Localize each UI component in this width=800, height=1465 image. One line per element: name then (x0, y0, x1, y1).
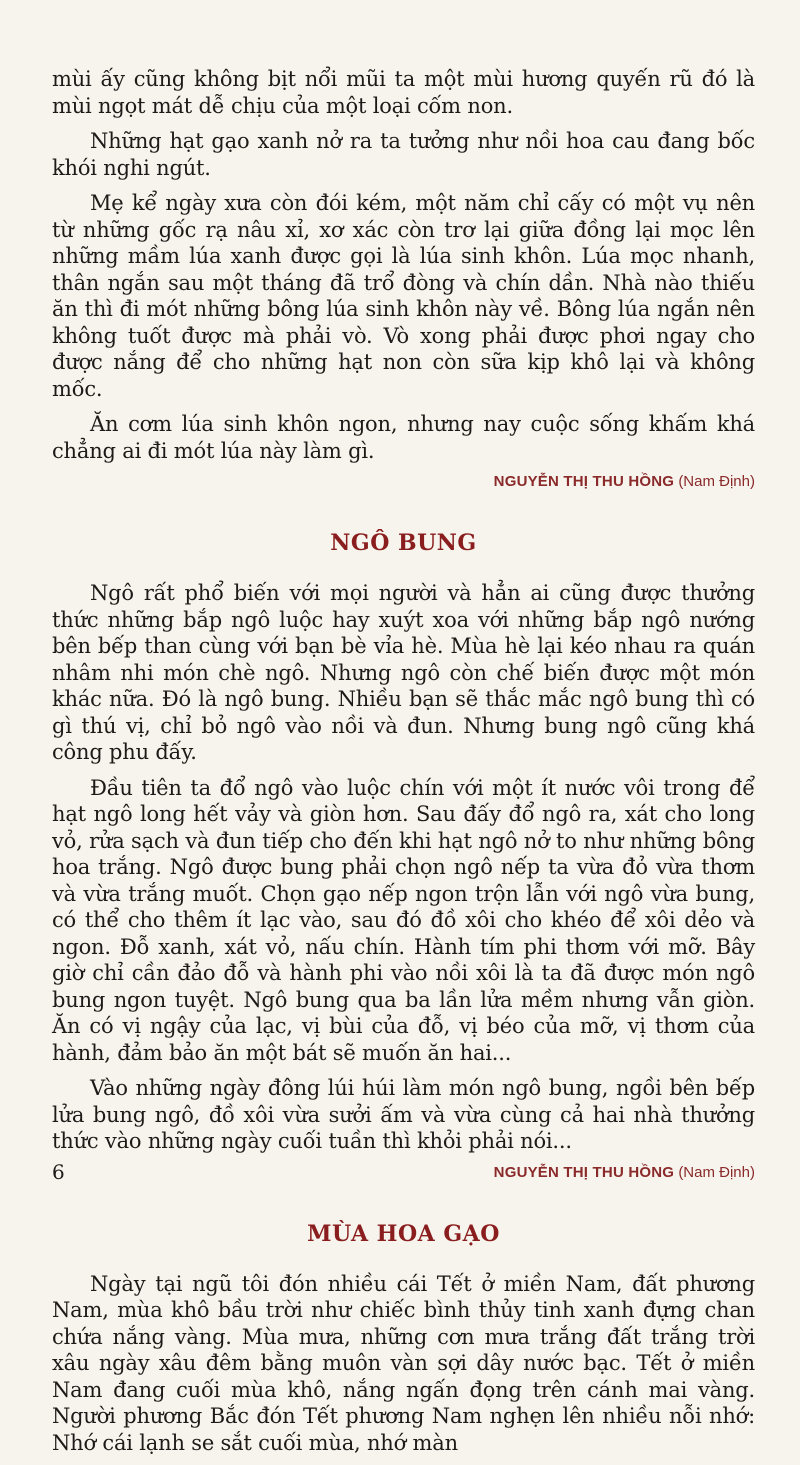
paragraph: Ăn cơm lúa sinh khôn ngon, nhưng nay cuộc sống khấm khá chẳng ai đi mót lúa này làm gì. (52, 412, 755, 463)
section-ngo-bung (52, 530, 755, 1181)
paragraph: Ngô rất phổ biến với mọi người và hẳn ai cũng được thưởng thức những bắp ngô luộc hay xuýt xoa với những bắp ngô nướng bên bếp than cùng với bạn bè vỉa hè. Mùa hè lại kéo nhau ra quán nhâm nhi món chè ngô. Nhưng ngô còn chế biến được một món khác nữa. Đó là ngô bung. Nhiều bạn sẽ thắc mắc ngô bung thì có gì thú vị, chỉ bỏ ngô vào nồi và đun. Nhưng bung ngô cũng khá công phu đấy. (52, 581, 755, 764)
author-name: NGUYỄN THỊ THU HỒNG (493, 1163, 675, 1181)
paragraph: Những hạt gạo xanh nở ra ta tưởng như nồi hoa cau đang bốc khói nghi ngút. (52, 129, 755, 180)
author-place: (Nam Định) (678, 1163, 755, 1181)
page-number: 6 (52, 1160, 65, 1184)
page-content (52, 66, 755, 1465)
author-byline (52, 473, 755, 490)
section-lua-sinh-khon (52, 66, 755, 490)
section-title: MÙA HOA GẠO (307, 1220, 500, 1247)
paragraph: Đầu tiên ta đổ ngô vào luộc chín với một ít nước vôi trong để hạt ngô long hết vảy và giòn hơn. Sau đấy đổ ngô ra, xát cho long vỏ, rửa sạch và đun tiếp cho đến khi hạt ngô nở to như những bông hoa trắng. Ngô được bung phải chọn ngô nếp ta vừa đỏ vừa thơm và vừa trắng muốt. Chọn gạo nếp ngon trộn lẫn với ngô vừa bung, có thể cho thêm ít lạc vào, sau đó đồ xôi cho khéo để xôi dẻo và ngon. Đỗ xanh, xát vỏ, nấu chín. Hành tím phi thơm với mỡ. Bây giờ chỉ cần đảo đỗ và hành phi vào nồi xôi là ta đã được món ngô bung ngon tuyệt. Ngô bung qua ba lần lửa mềm nhưng vẫn giòn. Ăn có vị ngậy của lạc, vị bùi của đỗ, vị béo của mỡ, vị thơm của hành, đảm bảo ăn một bát sẽ muốn ăn hai... (52, 775, 755, 1065)
section-mua-hoa-gao (52, 1221, 755, 1457)
author-place: (Nam Định) (678, 473, 755, 490)
author-name: NGUYỄN THỊ THU HỒNG (493, 473, 675, 490)
author-byline (52, 1164, 755, 1181)
section-title: NGÔ BUNG (330, 530, 477, 556)
paragraph: Ngày tại ngũ tôi đón nhiều cái Tết ở miền Nam, đất phương Nam, mùa khô bầu trời như chiếc bình thủy tinh xanh đựng chan chứa nắng vàng. Mùa mưa, những cơn mưa trắng đất trắng trời xâu ngày xâu đêm bằng muôn vàn sợi dây nước bạc. Tết ở miền Nam đang cuối mùa khô, nắng ngấn đọng trên cánh mai vàng. Người phương Bắc đón Tết phương Nam nghẹn lên nhiều nỗi nhớ: Nhớ cái lạnh se sắt cuối mùa, nhớ màn (52, 1271, 755, 1455)
paragraph: mùi ấy cũng không bịt nổi mũi ta một mùi hương quyến rũ đó là mùi ngọt mát dễ chịu của một loại cốm non. (52, 67, 755, 118)
paragraph: Mẹ kể ngày xưa còn đói kém, một năm chỉ cấy có một vụ nên từ những gốc rạ nâu xỉ, xơ xác còn trơ lại giữa đồng lại mọc lên những mầm lúa xanh được gọi là lúa sinh khôn. Lúa mọc nhanh, thân ngắn sau một tháng đã trổ đòng và chín dần. Nhà nào thiếu ăn thì đi mót những bông lúa sinh khôn này về. Bông lúa ngắn nên không tuốt được mà phải vò. Vò xong phải được phơi ngay cho được nắng để cho những hạt non còn sữa kịp khô lại và không mốc. (52, 191, 755, 401)
paragraph: Vào những ngày đông lúi húi làm món ngô bung, ngồi bên bếp lửa bung ngô, đồ xôi vừa sưởi ấm và vừa cùng cả hai nhà thưởng thức vào những ngày cuối tuần thì khỏi phải nói... (52, 1076, 755, 1153)
